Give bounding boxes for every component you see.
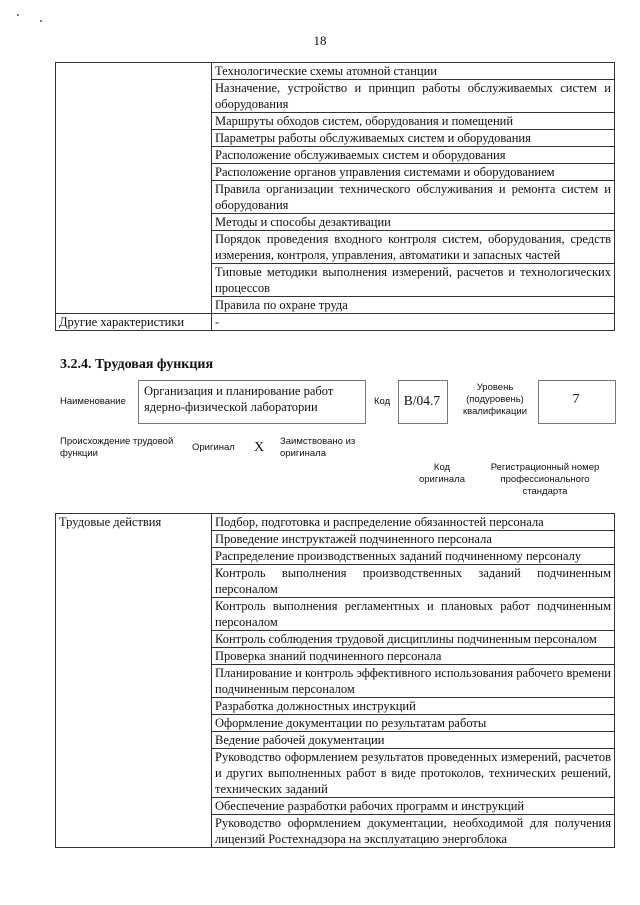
labor-action-item: Контроль соблюдения трудовой дисциплины подчиненным персоналом bbox=[212, 631, 615, 648]
code-original-label: Код оригинала bbox=[418, 462, 465, 485]
labor-action-item: Оформление документации по результатам работы bbox=[212, 715, 615, 732]
knowledge-item: Расположение органов управления системами и оборудованием bbox=[212, 164, 615, 181]
level-value: 7 bbox=[572, 392, 580, 407]
scan-speck bbox=[40, 20, 42, 22]
labor-action-item: Контроль выполнения производственных заданий подчиненным персоналом bbox=[212, 565, 615, 598]
page-number: 18 bbox=[313, 33, 327, 48]
section-heading: 3.2.4. Трудовая функция bbox=[60, 357, 214, 372]
borrowed-label: Заимствовано из оригинала bbox=[280, 436, 356, 459]
table-row bbox=[56, 63, 615, 80]
labor-action-item: Контроль выполнения регламентных и плановых работ подчиненным персоналом bbox=[212, 598, 615, 631]
labor-action-item: Обеспечение разработки рабочих программ и инструкций bbox=[212, 798, 615, 815]
name-label: Наименование bbox=[60, 396, 126, 407]
reg-number-label: Регистрационный номер профессионального стандарта bbox=[490, 462, 600, 497]
knowledge-item: Технологические схемы атомной станции bbox=[212, 63, 615, 80]
labor-actions-table bbox=[55, 513, 615, 848]
labor-actions-label: Трудовые действия bbox=[56, 514, 212, 848]
knowledge-item: Маршруты обходов систем, оборудования и помещений bbox=[212, 113, 615, 130]
knowledge-item: Правила по охране труда bbox=[212, 297, 615, 314]
knowledge-item: Методы и способы дезактивации bbox=[212, 214, 615, 231]
labor-action-item: Разработка должностных инструкций bbox=[212, 698, 615, 715]
other-characteristics-value: - bbox=[212, 314, 615, 331]
other-characteristics-label: Другие характеристики bbox=[56, 314, 212, 331]
knowledge-label-cell bbox=[56, 63, 212, 314]
knowledge-item: Назначение, устройство и принцип работы обслуживаемых систем и оборудования bbox=[212, 80, 615, 113]
original-mark: X bbox=[254, 440, 265, 455]
level-label: Уровень (подуровень) квалификации bbox=[462, 382, 528, 417]
knowledge-item: Расположение обслуживаемых систем и оборудования bbox=[212, 147, 615, 164]
table-row bbox=[56, 314, 615, 331]
top-knowledge-table bbox=[55, 62, 615, 331]
knowledge-item: Правила организации технического обслуживания и ремонта систем и оборудования bbox=[212, 181, 615, 214]
knowledge-item: Параметры работы обслуживаемых систем и оборудования bbox=[212, 130, 615, 147]
labor-action-item: Планирование и контроль эффективного использования рабочего времени подчиненным персоналом bbox=[212, 665, 615, 698]
function-name-value: Организация и планирование работ ядерно-физической лаборатории bbox=[144, 384, 334, 414]
labor-action-item: Подбор, подготовка и распределение обязанностей персонала bbox=[212, 514, 615, 531]
knowledge-item: Порядок проведения входного контроля систем, оборудования, средств измерения, контроля, управления, автоматики и запасных частей bbox=[212, 231, 615, 264]
scan-speck bbox=[17, 14, 19, 16]
knowledge-item: Типовые методики выполнения измерений, расчетов и технологических процессов bbox=[212, 264, 615, 297]
labor-action-item: Руководство оформлением результатов проведенных измерений, расчетов и других выполненных работ в виде протоколов, технических решений, технических заданий bbox=[212, 749, 615, 798]
labor-action-item: Распределение производственных заданий подчиненному персоналу bbox=[212, 548, 615, 565]
labor-action-item: Проведение инструктажей подчиненного персонала bbox=[212, 531, 615, 548]
labor-action-item: Проверка знаний подчиненного персонала bbox=[212, 648, 615, 665]
code-value: В/04.7 bbox=[403, 393, 441, 408]
labor-action-item: Ведение рабочей документации bbox=[212, 732, 615, 749]
table-row bbox=[56, 514, 615, 531]
origin-label: Происхождение трудовой функции bbox=[60, 436, 174, 459]
labor-action-item: Руководство оформлением документации, необходимой для получения лицензий Ростехнадзора на эксплуатацию энергоблока bbox=[212, 815, 615, 848]
original-label: Оригинал bbox=[192, 442, 235, 453]
code-label: Код bbox=[374, 396, 391, 407]
